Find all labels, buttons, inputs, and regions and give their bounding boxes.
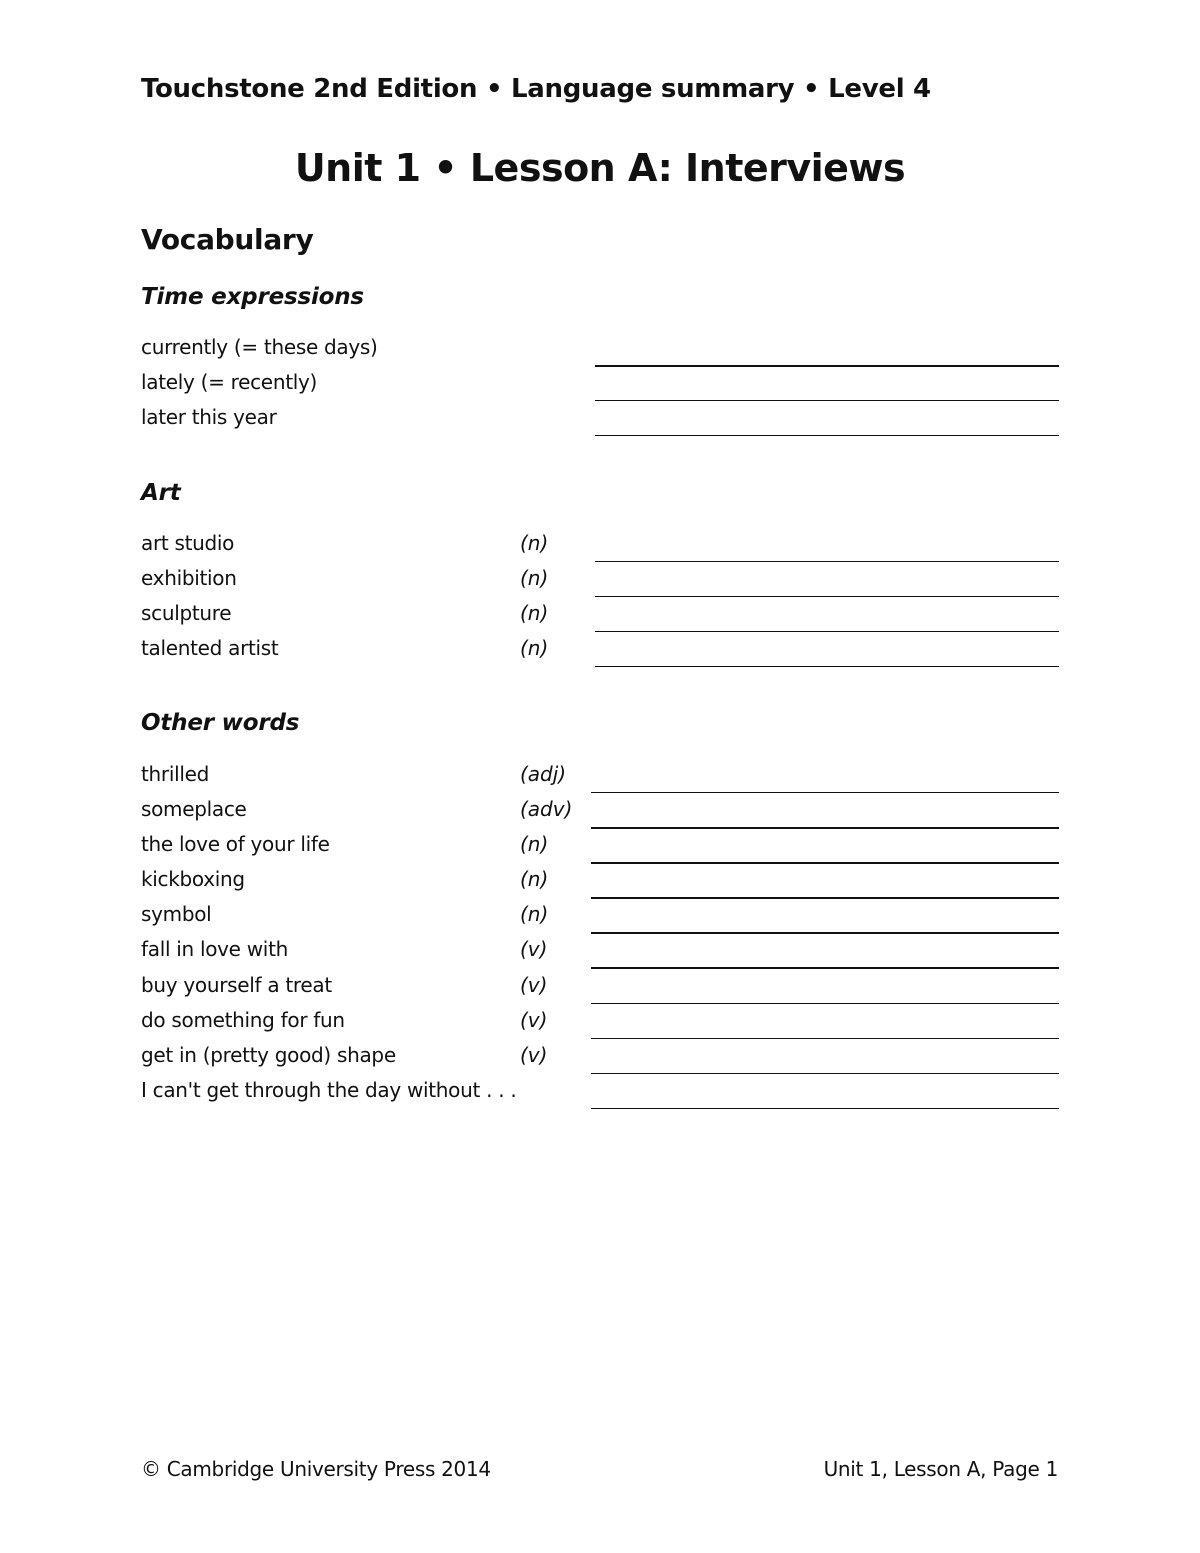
answer-line[interactable] bbox=[591, 932, 1059, 934]
answer-line[interactable] bbox=[595, 435, 1059, 436]
vocab-row bbox=[141, 636, 1061, 671]
section-heading-vocabulary: Vocabulary bbox=[141, 223, 314, 256]
vocab-row bbox=[141, 937, 1061, 972]
answer-line[interactable] bbox=[595, 365, 1059, 367]
vocab-term: later this year bbox=[141, 405, 277, 429]
answer-line[interactable] bbox=[591, 862, 1059, 864]
vocab-row bbox=[141, 902, 1061, 937]
vocab-term: talented artist bbox=[141, 636, 279, 660]
vocab-row bbox=[141, 867, 1061, 902]
part-of-speech: (adj) bbox=[520, 762, 567, 786]
part-of-speech: (n) bbox=[520, 902, 549, 926]
answer-line[interactable] bbox=[591, 897, 1059, 899]
unit-lesson-title: Unit 1 • Lesson A: Interviews bbox=[294, 146, 906, 190]
part-of-speech: (n) bbox=[520, 601, 549, 625]
vocab-row bbox=[141, 531, 1061, 566]
vocab-term: I can't get through the day without . . . bbox=[141, 1078, 517, 1102]
vocab-row bbox=[141, 370, 1061, 405]
answer-line[interactable] bbox=[591, 792, 1059, 793]
vocab-row bbox=[141, 335, 1061, 370]
group-heading-art: Art bbox=[141, 480, 181, 506]
answer-line[interactable] bbox=[595, 561, 1059, 562]
vocab-row bbox=[141, 762, 1061, 797]
vocab-term: symbol bbox=[141, 902, 212, 926]
vocab-term: sculpture bbox=[141, 601, 232, 625]
answer-line[interactable] bbox=[591, 1003, 1059, 1004]
group-heading-other-words: Other words bbox=[141, 710, 300, 736]
part-of-speech: (v) bbox=[520, 937, 548, 961]
vocab-row bbox=[141, 566, 1061, 601]
vocab-term: the love of your life bbox=[141, 832, 330, 856]
vocab-term: buy yourself a treat bbox=[141, 973, 332, 997]
part-of-speech: (n) bbox=[520, 531, 549, 555]
part-of-speech: (n) bbox=[520, 566, 549, 590]
answer-line[interactable] bbox=[591, 1108, 1059, 1109]
answer-line[interactable] bbox=[591, 1038, 1059, 1039]
vocab-row bbox=[141, 1008, 1061, 1043]
answer-line[interactable] bbox=[595, 631, 1059, 632]
vocab-row bbox=[141, 797, 1061, 832]
vocab-row bbox=[141, 973, 1061, 1008]
answer-line[interactable] bbox=[591, 827, 1059, 829]
answer-line[interactable] bbox=[595, 666, 1059, 667]
vocab-term: lately (= recently) bbox=[141, 370, 318, 394]
document-header-title: Touchstone 2nd Edition • Language summary • Level 4 bbox=[141, 74, 931, 104]
footer-page-reference: Unit 1, Lesson A, Page 1 bbox=[823, 1457, 1058, 1481]
vocab-term: currently (= these days) bbox=[141, 335, 378, 359]
vocab-row bbox=[141, 832, 1061, 867]
group-heading-time-expressions: Time expressions bbox=[141, 284, 364, 310]
vocab-term: do something for fun bbox=[141, 1008, 345, 1032]
vocab-term: kickboxing bbox=[141, 867, 245, 891]
footer-copyright: © Cambridge University Press 2014 bbox=[141, 1457, 491, 1481]
part-of-speech: (n) bbox=[520, 867, 549, 891]
vocab-term: exhibition bbox=[141, 566, 237, 590]
part-of-speech: (v) bbox=[520, 973, 548, 997]
vocab-term: thrilled bbox=[141, 762, 210, 786]
vocab-term: art studio bbox=[141, 531, 235, 555]
vocab-row bbox=[141, 1078, 1061, 1113]
part-of-speech: (n) bbox=[520, 636, 549, 660]
answer-line[interactable] bbox=[591, 967, 1059, 969]
answer-line[interactable] bbox=[591, 1073, 1059, 1074]
part-of-speech: (v) bbox=[520, 1008, 548, 1032]
vocab-row bbox=[141, 1043, 1061, 1078]
vocab-term: fall in love with bbox=[141, 937, 288, 961]
vocab-row bbox=[141, 601, 1061, 636]
part-of-speech: (n) bbox=[520, 832, 549, 856]
answer-line[interactable] bbox=[595, 596, 1059, 597]
answer-line[interactable] bbox=[595, 400, 1059, 401]
part-of-speech: (adv) bbox=[520, 797, 573, 821]
vocab-row bbox=[141, 405, 1061, 440]
vocab-term: get in (pretty good) shape bbox=[141, 1043, 396, 1067]
vocab-term: someplace bbox=[141, 797, 247, 821]
part-of-speech: (v) bbox=[520, 1043, 548, 1067]
